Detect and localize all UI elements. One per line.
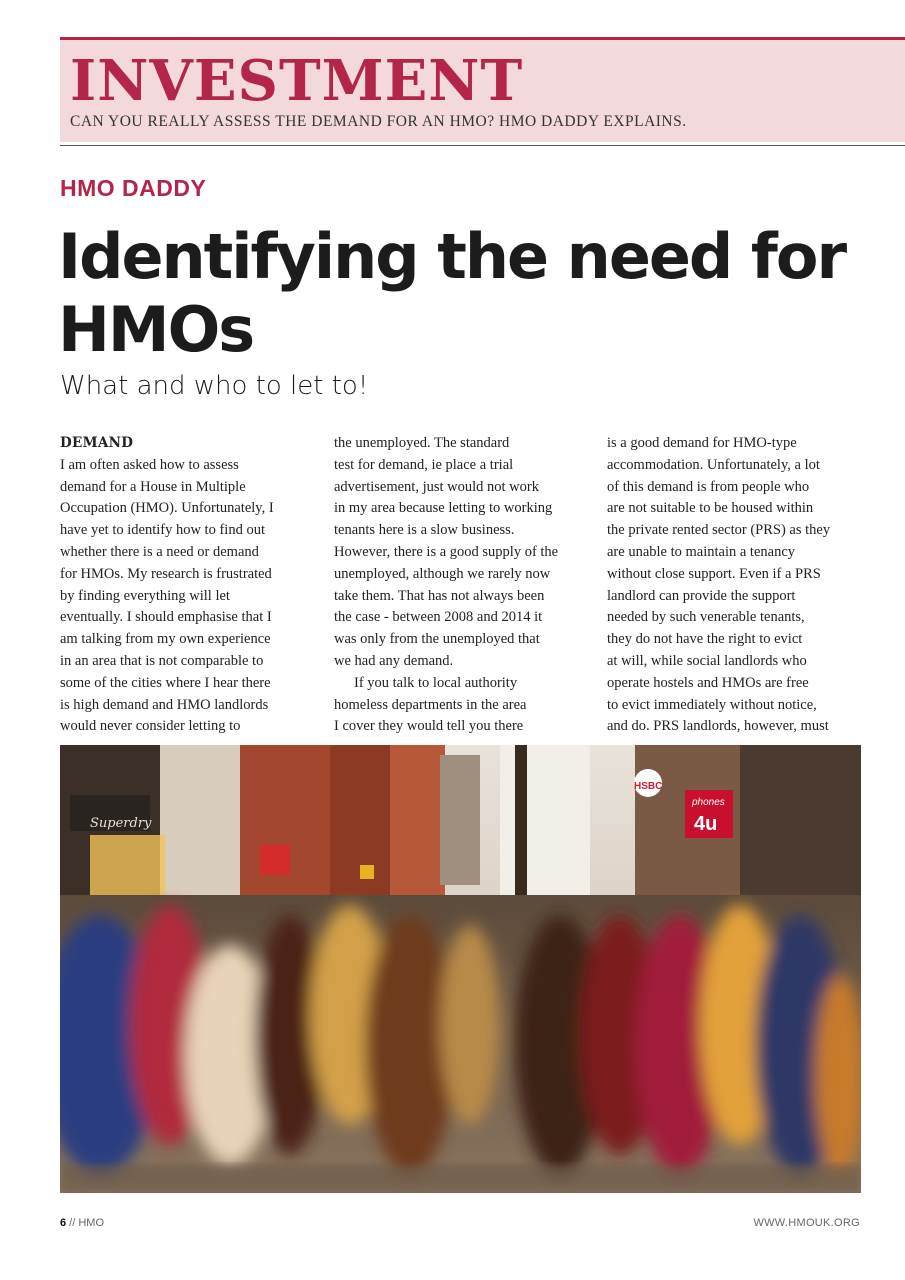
headline-line-2: HMOs bbox=[58, 293, 254, 366]
text-line: However, there is a good supply of the bbox=[334, 543, 559, 560]
text-line: is high demand and HMO landlords bbox=[60, 696, 269, 713]
text-line: demand for a House in Multiple bbox=[60, 478, 246, 495]
text-line: by finding everything will let bbox=[60, 587, 230, 604]
text-line: the unemployed. The standard bbox=[334, 435, 510, 451]
text-line: in an area that is not comparable to bbox=[60, 652, 264, 669]
text-column-1 bbox=[60, 433, 318, 738]
text-line: needed by such venerable tenants, bbox=[607, 609, 805, 626]
text-line: we had any demand. bbox=[334, 652, 454, 669]
text-line: of this demand is from people who bbox=[607, 478, 810, 495]
text-line: the case - between 2008 and 2014 it bbox=[334, 609, 543, 626]
text-line: have yet to identify how to find out bbox=[60, 522, 265, 539]
column-1-paragraph bbox=[60, 455, 318, 738]
text-line: would never consider letting to bbox=[60, 718, 241, 735]
footer-page-label bbox=[60, 1217, 104, 1229]
text-line: take them. That has not always been bbox=[334, 587, 545, 604]
street-photo bbox=[60, 745, 861, 1193]
text-line: whether there is a need or demand bbox=[60, 543, 259, 560]
text-column-2 bbox=[334, 433, 592, 738]
column-2-paragraph-1 bbox=[334, 433, 592, 673]
text-line: accommodation. Unfortunately, a lot bbox=[607, 456, 820, 473]
section-subtitle: CAN YOU REALLY ASSESS THE DEMAND FOR AN HMO? HMO DADDY EXPLAINS. bbox=[70, 113, 687, 130]
footer-website: WWW.HMOUK.ORG bbox=[753, 1217, 860, 1229]
hsbc-sign: HSBC bbox=[634, 781, 663, 792]
text-line: If you talk to local authority bbox=[354, 674, 518, 691]
article-standfirst: What and who to let to! bbox=[60, 371, 369, 401]
text-line: to evict immediately without notice, bbox=[607, 696, 817, 713]
text-line: without close support. Even if a PRS bbox=[607, 565, 821, 582]
text-line: are not suitable to be housed within bbox=[607, 500, 814, 517]
section-title: INVESTMENT bbox=[70, 48, 524, 114]
section-banner bbox=[60, 37, 905, 142]
text-line: homeless departments in the area bbox=[334, 696, 527, 713]
article-headline bbox=[58, 220, 878, 366]
text-line: are unable to maintain a tenancy bbox=[607, 543, 796, 560]
text-line: some of the cities where I hear there bbox=[60, 674, 271, 691]
text-line: I am often asked how to assess bbox=[60, 456, 239, 473]
divider bbox=[60, 145, 905, 146]
text-column-3 bbox=[607, 433, 865, 738]
text-line: eventually. I should emphasise that I bbox=[60, 609, 272, 626]
text-line: in my area because letting to working bbox=[334, 500, 553, 517]
footer-section: // HMO bbox=[66, 1217, 105, 1229]
text-line: landlord can provide the support bbox=[607, 587, 796, 604]
section-heading: DEMAND bbox=[60, 435, 134, 451]
author-kicker: HMO DADDY bbox=[60, 175, 207, 201]
text-line: test for demand, ie place a trial bbox=[334, 456, 514, 473]
superdry-sign: Superdry bbox=[90, 816, 152, 831]
text-line: I cover they would tell you there bbox=[334, 718, 524, 735]
text-line: operate hostels and HMOs are free bbox=[607, 674, 809, 691]
text-line: advertisement, just would not work bbox=[334, 478, 539, 495]
text-line: Occupation (HMO). Unfortunately, I bbox=[60, 500, 274, 517]
text-line: for HMOs. My research is frustrated bbox=[60, 565, 272, 582]
phones-sign: phones bbox=[692, 797, 725, 808]
text-line: the private rented sector (PRS) as they bbox=[607, 522, 831, 539]
page-number: 6 bbox=[60, 1217, 67, 1229]
phones-4u-sign: 4u bbox=[694, 813, 718, 835]
street-scene-illustration bbox=[60, 745, 861, 1193]
column-2-paragraph-2 bbox=[334, 673, 592, 738]
text-line: and do. PRS landlords, however, must bbox=[607, 718, 829, 735]
text-line: is a good demand for HMO-type bbox=[607, 435, 797, 451]
headline-line-1: Identifying the need for bbox=[58, 220, 846, 293]
text-line: at will, while social landlords who bbox=[607, 652, 807, 669]
text-line: unemployed, although we rarely now bbox=[334, 565, 551, 582]
text-line: was only from the unemployed that bbox=[334, 631, 540, 648]
text-line: tenants here is a slow business. bbox=[334, 522, 515, 539]
column-3-paragraph bbox=[607, 433, 865, 738]
text-line: am talking from my own experience bbox=[60, 631, 271, 648]
text-line: they do not have the right to evict bbox=[607, 631, 803, 648]
